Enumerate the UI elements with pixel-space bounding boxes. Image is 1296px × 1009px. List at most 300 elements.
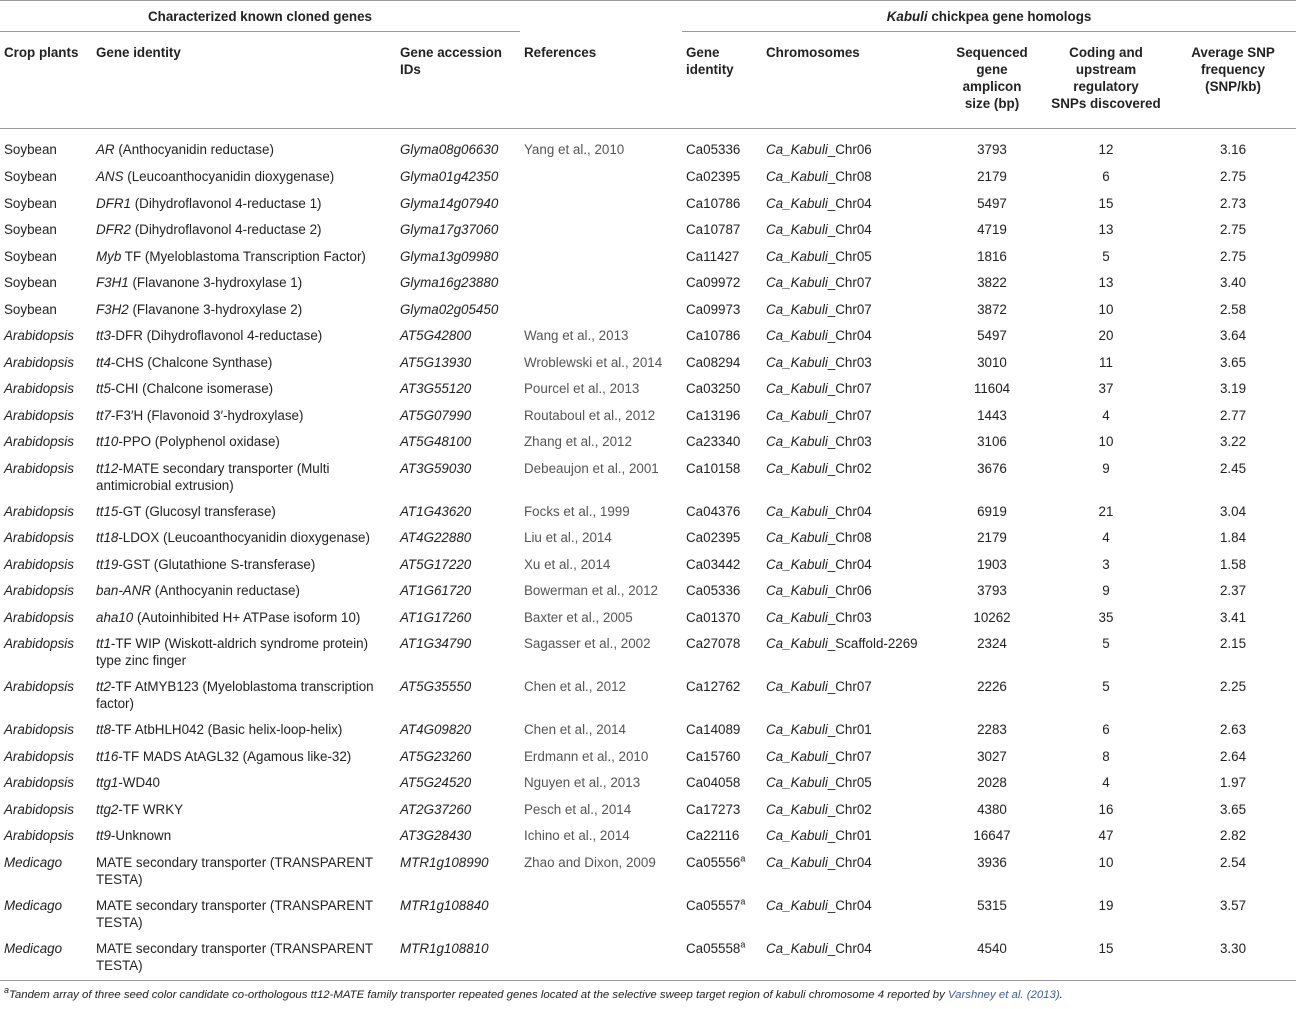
cell-amplicon-size: 2283	[977, 722, 1007, 737]
cell-reference[interactable]	[520, 298, 682, 325]
cell-reference[interactable]	[520, 271, 682, 298]
gene-symbol: tt7	[96, 407, 111, 423]
cell-crop: Soybean	[4, 142, 57, 157]
table-row	[0, 324, 1296, 351]
cell-accession: AT2G37260	[400, 801, 472, 817]
cell-amplicon-size: 3676	[977, 460, 1007, 476]
table-row	[0, 526, 1296, 553]
cell-gene-identity	[92, 824, 396, 851]
footnote-reference-link[interactable]: Varshney et al. (2013)	[948, 988, 1060, 1001]
cell-chromosome: Ca_Kabuli_Chr08	[766, 169, 872, 184]
cell-amplicon-size: 5315	[977, 897, 1007, 913]
cell-accession: AT5G07990	[400, 407, 472, 423]
cell-chromosome: Ca_Kabuli_Chr03	[766, 434, 872, 449]
cell-reference[interactable]: Chen et al., 2014	[524, 722, 626, 737]
cell-amplicon-size: 16647	[973, 828, 1011, 843]
footnote: $^a$Tandem array of three seed color candidate co-orthologous tt12-MATE family transporter repeated genes located at the selective sweep target region of kabuli chromosome 4 reported by Varshney et al. (2013).	[0, 980, 1296, 1009]
gene-description: -WD40	[118, 775, 161, 790]
cell-chromosome: Ca_Kabuli_Chr07	[766, 407, 872, 423]
cell-snp-frequency: 2.75	[1219, 248, 1247, 264]
cell-snps: 4	[1102, 775, 1110, 790]
cell-crop: Arabidopsis	[4, 530, 74, 545]
cell-amplicon-size: 3936	[977, 854, 1007, 870]
cell-crop: Arabidopsis	[4, 583, 74, 598]
cell-kabuli-gene: Ca11427	[686, 248, 740, 264]
cell-snps: 9	[1102, 460, 1110, 476]
gene-symbol: ban-ANR	[96, 583, 152, 598]
cell-reference[interactable]	[520, 192, 682, 219]
table-row	[0, 718, 1296, 745]
gene-symbol: tt18	[96, 530, 119, 545]
cell-chromosome: Ca_Kabuli_Chr04	[766, 503, 872, 519]
cell-amplicon-size: 3822	[977, 275, 1007, 290]
cell-kabuli-gene: Ca10787	[686, 222, 741, 237]
gene-description: MATE secondary transporter (TRANSPARENT TESTA)	[96, 940, 373, 973]
cell-crop: Arabidopsis	[4, 503, 74, 519]
gene-symbol: F3H1	[96, 275, 129, 290]
cell-amplicon-size: 2179	[977, 530, 1007, 545]
cell-gene-identity	[92, 298, 396, 325]
cell-reference[interactable]	[520, 245, 682, 272]
cell-kabuli-gene: Ca05557$^a$	[686, 896, 746, 913]
cell-snp-frequency: 1.58	[1219, 556, 1247, 572]
gene-symbol: Myb	[96, 248, 122, 264]
table-row	[0, 553, 1296, 580]
cell-snp-frequency: 3.30	[1219, 940, 1247, 956]
table-row	[0, 579, 1296, 606]
cell-snp-frequency: 2.15	[1219, 636, 1247, 651]
cell-crop: Soybean	[4, 222, 57, 237]
gene-description: (Flavanone 3-hydroxylase 1)	[128, 275, 303, 290]
cell-reference[interactable]	[520, 218, 682, 245]
table-row	[0, 937, 1296, 981]
cell-reference[interactable]: Wroblewski et al., 2014	[524, 354, 663, 370]
cell-crop: Arabidopsis	[4, 609, 74, 625]
cell-accession: AT3G28430	[400, 828, 472, 843]
cell-reference[interactable]: Chen et al., 2012	[524, 679, 626, 694]
gene-symbol: tt15	[96, 503, 119, 519]
cell-kabuli-gene: Ca03442	[686, 556, 741, 572]
cell-snp-frequency: 3.41	[1219, 609, 1247, 625]
cell-snps: 4	[1102, 407, 1110, 423]
cell-snp-frequency: 2.77	[1219, 407, 1247, 423]
cell-reference[interactable]: Erdmann et al., 2010	[524, 748, 649, 764]
cell-kabuli-gene: Ca12762	[686, 679, 741, 694]
gene-description: MATE secondary transporter (TRANSPARENT TESTA)	[96, 897, 373, 930]
cell-reference[interactable]: Debeaujon et al., 2001	[524, 460, 659, 476]
cell-snps: 5	[1102, 248, 1110, 264]
cell-kabuli-gene: Ca03250	[686, 381, 741, 396]
cell-reference[interactable]	[520, 165, 682, 192]
cell-accession: MTR1g108810	[400, 940, 489, 956]
cell-kabuli-gene: Ca02395	[686, 169, 741, 184]
cell-amplicon-size: 1903	[977, 556, 1007, 572]
cell-amplicon-size: 1443	[977, 407, 1007, 423]
cell-snp-frequency: 3.40	[1219, 275, 1247, 290]
cell-accession: AT1G34790	[400, 636, 472, 651]
cell-snp-frequency: 1.97	[1219, 775, 1247, 790]
cell-gene-identity	[92, 218, 396, 245]
cell-accession: AT3G55120	[400, 381, 472, 396]
cell-kabuli-gene: Ca10786	[686, 328, 741, 343]
gene-description: -GT (Glucosyl transferase)	[118, 503, 276, 519]
cell-reference[interactable]: Pourcel et al., 2013	[524, 381, 640, 396]
gene-description: (Dihydroflavonol 4-reductase 2)	[130, 222, 322, 237]
cell-accession: AT3G59030	[400, 460, 472, 476]
group-header-known-genes: Characterized known cloned genes	[0, 1, 520, 32]
cell-crop: Soybean	[4, 275, 57, 290]
cell-kabuli-gene: Ca22116	[686, 828, 740, 843]
cell-crop: Medicago	[4, 897, 63, 913]
cell-crop: Arabidopsis	[4, 636, 74, 651]
cell-snp-frequency: 2.64	[1219, 748, 1247, 764]
cell-crop: Arabidopsis	[4, 434, 74, 449]
cell-snps: 10	[1098, 854, 1114, 870]
gene-description: MATE secondary transporter (TRANSPARENT TESTA)	[96, 854, 373, 887]
cell-snp-frequency: 3.65	[1219, 801, 1247, 817]
cell-gene-identity	[92, 675, 396, 718]
cell-snps: 37	[1098, 381, 1114, 396]
gene-description: -CHS (Chalcone Synthase)	[110, 354, 273, 370]
cell-gene-identity	[92, 129, 396, 166]
cell-crop: Soybean	[4, 169, 57, 184]
cell-reference[interactable]: Wang et al., 2013	[524, 328, 629, 343]
cell-gene-identity	[92, 430, 396, 457]
cell-chromosome: Ca_Kabuli_Chr07	[766, 275, 872, 290]
cell-chromosome: Ca_Kabuli_Chr07	[766, 381, 872, 396]
cell-reference[interactable]: Bowerman et al., 2012	[524, 583, 658, 598]
cell-kabuli-gene: Ca09972	[686, 275, 741, 290]
cell-reference[interactable]: Zhang et al., 2012	[524, 434, 632, 449]
gene-description: -CHI (Chalcone isomerase)	[110, 381, 274, 396]
gene-symbol: DFR2	[96, 222, 131, 237]
cell-kabuli-gene: Ca27078	[686, 636, 741, 651]
cell-snps: 13	[1098, 275, 1114, 290]
table-row	[0, 218, 1296, 245]
col-header-amplicon-size: Sequenced gene amplicon size (bp)	[942, 32, 1042, 129]
cell-gene-identity	[92, 851, 396, 894]
table-row	[0, 271, 1296, 298]
cell-amplicon-size: 2226	[977, 679, 1007, 694]
gene-symbol: AR	[96, 142, 115, 157]
cell-reference[interactable]: Focks et al., 1999	[524, 503, 630, 519]
cell-snps: 13	[1098, 222, 1114, 237]
col-header-accession: Gene accession IDs	[396, 32, 520, 129]
gene-symbol: ttg2	[96, 801, 119, 817]
cell-snp-frequency: 2.75	[1219, 222, 1247, 237]
cell-snp-frequency: 3.04	[1219, 503, 1247, 519]
cell-kabuli-gene: Ca17273	[686, 801, 741, 817]
cell-chromosome: Ca_Kabuli_Chr04	[766, 556, 872, 572]
cell-snps: 4	[1102, 530, 1110, 545]
cell-crop: Soybean	[4, 195, 57, 211]
cell-amplicon-size: 10262	[973, 609, 1011, 625]
cell-gene-identity	[92, 404, 396, 431]
cell-accession: AT5G13930	[400, 354, 472, 370]
cell-kabuli-gene: Ca05336	[686, 142, 741, 157]
cell-crop: Arabidopsis	[4, 381, 74, 396]
cell-snp-frequency: 3.64	[1219, 328, 1247, 343]
gene-description: (Leucoanthocyanidin dioxygenase)	[123, 169, 335, 184]
cell-snps: 15	[1098, 195, 1114, 211]
cell-amplicon-size: 2028	[977, 775, 1007, 790]
cell-amplicon-size: 3010	[977, 354, 1007, 370]
cell-chromosome: Ca_Kabuli_Chr01	[766, 722, 872, 737]
cell-crop: Arabidopsis	[4, 828, 74, 843]
cell-snps: 35	[1098, 609, 1114, 625]
cell-chromosome: Ca_Kabuli_Chr02	[766, 801, 872, 817]
cell-gene-identity	[92, 324, 396, 351]
gene-description: -TF MADS AtAGL32 (Agamous like-32)	[118, 748, 352, 764]
gene-symbol: F3H2	[96, 301, 129, 317]
gene-description: (Flavanone 3-hydroxylase 2)	[128, 301, 303, 317]
table-row	[0, 192, 1296, 219]
gene-description: -MATE secondary transporter (Multi antimicrobial extrusion)	[96, 460, 330, 493]
cell-snp-frequency: 2.75	[1219, 169, 1247, 184]
cell-snp-frequency: 2.54	[1219, 854, 1247, 870]
cell-amplicon-size: 3106	[977, 434, 1007, 449]
table-row	[0, 771, 1296, 798]
cell-kabuli-gene: Ca15760	[686, 748, 741, 764]
gene-description: (Anthocyanidin reductase)	[114, 142, 274, 157]
cell-reference[interactable]: Pesch et al., 2014	[524, 801, 632, 817]
gene-description: -TF WRKY	[118, 801, 184, 817]
cell-snps: 16	[1098, 801, 1114, 817]
cell-crop: Arabidopsis	[4, 354, 74, 370]
cell-accession: AT1G61720	[400, 583, 472, 598]
col-header-snp-frequency: Average SNP frequency (SNP/kb)	[1170, 32, 1296, 129]
cell-crop: Arabidopsis	[4, 748, 74, 764]
cell-chromosome: Ca_Kabuli_Chr03	[766, 354, 872, 370]
cell-kabuli-gene: Ca10786	[686, 195, 741, 211]
cell-chromosome: Ca_Kabuli_Chr04	[766, 940, 872, 956]
cell-chromosome: Ca_Kabuli_Chr01	[766, 828, 872, 843]
cell-amplicon-size: 1816	[977, 248, 1007, 264]
cell-amplicon-size: 2324	[977, 636, 1007, 651]
cell-chromosome: Ca_Kabuli_Scaffold-2269	[766, 636, 918, 651]
cell-snps: 5	[1102, 679, 1110, 694]
cell-crop: Arabidopsis	[4, 556, 74, 572]
gene-symbol: tt9	[96, 828, 111, 843]
cell-snps: 47	[1098, 828, 1114, 843]
table-row	[0, 745, 1296, 772]
cell-chromosome: Ca_Kabuli_Chr02	[766, 460, 872, 476]
cell-gene-identity	[92, 192, 396, 219]
cell-snp-frequency: 2.45	[1219, 460, 1247, 476]
cell-accession: Glyma08g06630	[400, 142, 499, 157]
cell-snps: 3	[1102, 556, 1110, 572]
cell-gene-identity	[92, 632, 396, 675]
cell-reference[interactable]: Baxter et al., 2005	[524, 609, 633, 625]
cell-snps: 19	[1098, 897, 1114, 913]
cell-amplicon-size: 5497	[977, 195, 1007, 211]
cell-accession: MTR1g108990	[400, 854, 489, 870]
gene-symbol: tt12	[96, 460, 119, 476]
cell-amplicon-size: 4540	[977, 940, 1007, 956]
gene-description: -LDOX (Leucoanthocyanidin dioxygenase)	[118, 530, 370, 545]
cell-reference[interactable]: Yang et al., 2010	[524, 142, 625, 157]
cell-accession: AT5G48100	[400, 434, 472, 449]
cell-chromosome: Ca_Kabuli_Chr07	[766, 748, 872, 764]
cell-chromosome: Ca_Kabuli_Chr07	[766, 301, 872, 317]
cell-gene-identity	[92, 798, 396, 825]
gene-description: (Anthocyanin reductase)	[151, 583, 300, 598]
gene-symbol: tt10	[96, 434, 119, 449]
cell-chromosome: Ca_Kabuli_Chr03	[766, 609, 872, 625]
cell-snps: 5	[1102, 636, 1110, 651]
cell-reference[interactable]: Xu et al., 2014	[524, 556, 611, 572]
cell-amplicon-size: 5497	[977, 328, 1007, 343]
cell-snp-frequency: 3.57	[1219, 897, 1247, 913]
cell-reference[interactable]: Nguyen et al., 2013	[524, 775, 641, 790]
cell-crop: Medicago	[4, 854, 63, 870]
cell-kabuli-gene: Ca01370	[686, 609, 741, 625]
cell-reference[interactable]: Routaboul et al., 2012	[524, 407, 656, 423]
cell-reference[interactable]: Ichino et al., 2014	[524, 828, 630, 843]
cell-chromosome: Ca_Kabuli_Chr06	[766, 142, 872, 157]
cell-kabuli-gene: Ca04058	[686, 775, 741, 790]
cell-snps: 20	[1098, 328, 1114, 343]
table-row	[0, 245, 1296, 272]
gene-symbol: tt5	[96, 381, 111, 396]
cell-accession: Glyma17g37060	[400, 222, 499, 237]
cell-snp-frequency: 2.25	[1219, 679, 1247, 694]
gene-description: -TF AtMYB123 (Myeloblastoma transcription factor)	[96, 679, 374, 711]
cell-chromosome: Ca_Kabuli_Chr05	[766, 248, 872, 264]
table-row	[0, 377, 1296, 404]
col-header-kabuli-gene: Gene identity	[682, 32, 762, 129]
cell-crop: Arabidopsis	[4, 460, 74, 476]
cell-gene-identity	[92, 526, 396, 553]
cell-gene-identity	[92, 165, 396, 192]
table-row	[0, 851, 1296, 894]
cell-snp-frequency: 3.22	[1219, 434, 1247, 449]
cell-gene-identity	[92, 500, 396, 527]
table-row	[0, 675, 1296, 718]
cell-gene-identity	[92, 457, 396, 500]
cell-reference[interactable]: Sagasser et al., 2002	[524, 636, 651, 651]
cell-accession: MTR1g108840	[400, 897, 489, 913]
cell-crop: Arabidopsis	[4, 328, 74, 343]
gene-description: -Unknown	[110, 828, 172, 843]
cell-amplicon-size: 4719	[977, 222, 1007, 237]
cell-gene-identity	[92, 718, 396, 745]
gene-symbol: tt3	[96, 328, 111, 343]
table-row	[0, 351, 1296, 378]
cell-crop: Arabidopsis	[4, 722, 74, 737]
table-row	[0, 606, 1296, 633]
cell-snp-frequency: 2.63	[1219, 722, 1247, 737]
cell-gene-identity	[92, 245, 396, 272]
gene-symbol: aha10	[96, 609, 134, 625]
cell-snp-frequency: 2.37	[1219, 583, 1247, 598]
gene-description: TF (Myeloblastoma Transcription Factor)	[121, 248, 366, 264]
gene-symbol: tt2	[96, 679, 111, 694]
cell-kabuli-gene: Ca05336	[686, 583, 741, 598]
cell-chromosome: Ca_Kabuli_Chr06	[766, 583, 872, 598]
group-header-kabuli-homologs: Kabuli chickpea gene homologs	[682, 1, 1296, 32]
gene-description: -TF WIP (Wiskott-aldrich syndrome protein) type zinc finger	[96, 636, 369, 668]
cell-crop: Arabidopsis	[4, 775, 74, 790]
cell-kabuli-gene: Ca05558$^a$	[686, 939, 746, 956]
cell-kabuli-gene: Ca08294	[686, 354, 741, 370]
cell-reference[interactable]: Liu et al., 2014	[524, 530, 612, 545]
cell-chromosome: Ca_Kabuli_Chr04	[766, 222, 872, 237]
gene-symbol: tt4	[96, 354, 111, 370]
cell-gene-identity	[92, 606, 396, 633]
cell-reference[interactable]: Zhao and Dixon, 2009	[524, 854, 656, 870]
cell-amplicon-size: 6919	[977, 503, 1007, 519]
cell-chromosome: Ca_Kabuli_Chr04	[766, 897, 872, 913]
cell-amplicon-size: 3027	[977, 748, 1007, 764]
table-row	[0, 894, 1296, 937]
cell-chromosome: Ca_Kabuli_Chr07	[766, 679, 872, 694]
cell-accession: AT4G09820	[400, 722, 472, 737]
table-row	[0, 457, 1296, 500]
cell-snps: 6	[1102, 722, 1110, 737]
cell-kabuli-gene: Ca09973	[686, 301, 741, 317]
cell-amplicon-size: 3872	[977, 301, 1007, 317]
cell-gene-identity	[92, 579, 396, 606]
table-row	[0, 404, 1296, 431]
cell-gene-identity	[92, 553, 396, 580]
cell-snp-frequency: 3.19	[1219, 381, 1247, 396]
table-row	[0, 500, 1296, 527]
cell-accession: AT4G22880	[400, 530, 472, 545]
gene-symbol: tt16	[96, 748, 119, 764]
cell-kabuli-gene: Ca05556$^a$	[686, 853, 746, 870]
cell-snp-frequency: 3.65	[1219, 354, 1247, 370]
cell-chromosome: Ca_Kabuli_Chr04	[766, 328, 872, 343]
col-header-snps: Coding and upstream regulatory SNPs discovered	[1042, 32, 1170, 129]
cell-gene-identity	[92, 937, 396, 981]
cell-accession: AT1G17260	[400, 609, 472, 625]
gene-symbol: DFR1	[96, 195, 131, 211]
cell-crop: Arabidopsis	[4, 407, 74, 423]
cell-accession: AT5G24520	[400, 775, 472, 790]
col-header-crop: Crop plants	[0, 32, 92, 129]
cell-accession: AT5G42800	[400, 328, 472, 343]
cell-snps: 8	[1102, 748, 1110, 764]
cell-snp-frequency: 2.73	[1219, 195, 1247, 211]
cell-gene-identity	[92, 894, 396, 937]
cell-amplicon-size: 11604	[973, 381, 1011, 396]
table-row	[0, 798, 1296, 825]
cell-snps: 15	[1098, 940, 1114, 956]
cell-crop: Arabidopsis	[4, 801, 74, 817]
cell-snps: 9	[1102, 583, 1110, 598]
cell-amplicon-size: 3793	[977, 142, 1007, 157]
table-row	[0, 632, 1296, 675]
table-row	[0, 129, 1296, 166]
cell-snps: 6	[1102, 169, 1110, 184]
col-header-chromosomes: Chromosomes	[762, 32, 942, 129]
gene-symbol: ttg1	[96, 775, 119, 790]
cell-reference[interactable]	[520, 937, 682, 981]
cell-snps: 10	[1098, 301, 1114, 317]
table-row	[0, 165, 1296, 192]
col-header-gene-identity: Gene identity	[92, 32, 396, 129]
cell-gene-identity	[92, 771, 396, 798]
cell-kabuli-gene: Ca10158	[686, 460, 741, 476]
gene-description: (Autoinhibited H+ ATPase isoform 10)	[133, 609, 361, 625]
cell-accession: Glyma14g07940	[400, 195, 499, 211]
cell-snp-frequency: 1.84	[1219, 530, 1247, 545]
table-body	[0, 129, 1296, 981]
cell-chromosome: Ca_Kabuli_Chr05	[766, 775, 872, 790]
cell-reference[interactable]	[520, 894, 682, 937]
cell-accession: AT5G17220	[400, 556, 472, 572]
